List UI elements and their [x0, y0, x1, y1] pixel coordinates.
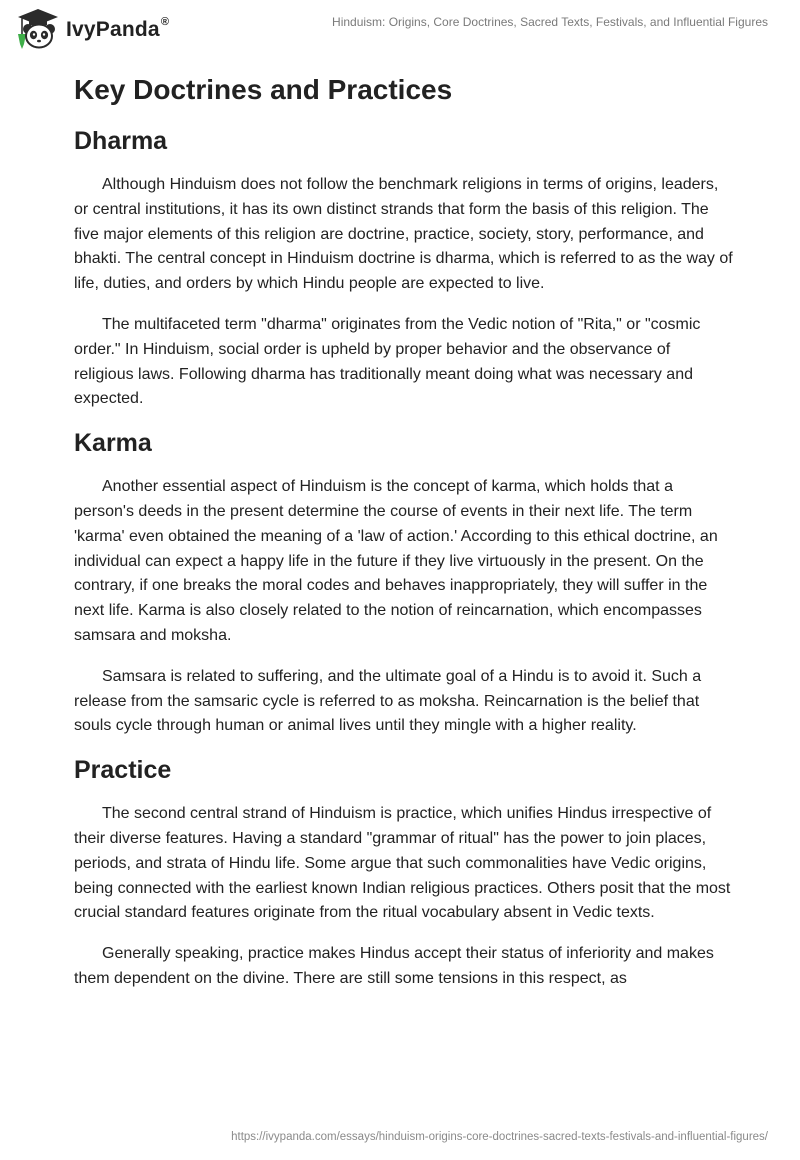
paragraph: Although Hinduism does not follow the benchmark religions in terms of origins, leaders, or central institutions, it has its own distinct strands that form the basis of this religion. The five major elements of this religion are doctrine, practice, society, story, performance, and bhakti. The central concept in Hinduism doctrine is dharma, which is referred to as the way of life, duties, and orders by which Hindu people are expected to live.	[74, 176, 733, 293]
registered-mark: ®	[160, 16, 170, 28]
section-heading-karma: Karma	[74, 429, 152, 458]
paragraph: Another essential aspect of Hinduism is the concept of karma, which holds that a person's deeds in the present determine the course of events in their next life. The term 'karma' even obtained the meaning of a 'law of action.' According to this ethical doctrine, an individual can expect a happy life in the future if they live virtuously in the present. On the contrary, if one breaks the moral codes and behaves inappropriately, they will suffer in the next life. Karma is also closely related to the notion of reincarnation, which encompasses samsara and moksha.	[74, 478, 718, 644]
article-content	[74, 72, 734, 992]
logo-text: IvyPanda	[66, 18, 160, 41]
paragraph: The multifaceted term "dharma" originates from the Vedic notion of "Rita," or "cosmic order." In Hinduism, social order is upheld by proper behavior and the observance of religious laws. Following dharma has traditionally meant doing what was necessary and expected.	[74, 315, 701, 408]
document-title: Hinduism: Origins, Core Doctrines, Sacred Texts, Festivals, and Influential Figures	[332, 15, 768, 29]
paragraph: Samsara is related to suffering, and the ultimate goal of a Hindu is to avoid it. Such a release from the samsaric cycle is referred to as moksha. Reincarnation is the belief that souls cycle through human or animal lives until they mingle with a higher reality.	[74, 667, 702, 735]
section-heading-practice: Practice	[74, 756, 172, 785]
logo-wordmark	[66, 18, 169, 42]
ivypanda-logo[interactable]	[14, 8, 169, 50]
paragraph: Generally speaking, practice makes Hindus accept their status of inferiority and makes them dependent on the divine. There are still some tensions in this respect, as	[74, 945, 714, 987]
section-heading-dharma: Dharma	[74, 127, 168, 155]
page-header	[0, 0, 800, 60]
panda-graduate-icon	[14, 8, 62, 50]
source-url[interactable]: https://ivypanda.com/essays/hinduism-origins-core-doctrines-sacred-texts-festivals-and-influential-figures/	[231, 1131, 768, 1143]
paragraph: The second central strand of Hinduism is practice, which unifies Hindus irrespective of their diverse features. Having a standard "grammar of ritual" has the power to join places, periods, and strata of Hindu life. Some argue that such commonalities have Vedic origins, being connected with the earliest known Indian religious practices. Others posit that the most crucial standard features originate from the ritual vocabulary absent in Vedic texts.	[74, 805, 731, 922]
page-title: Key Doctrines and Practices	[74, 74, 453, 105]
